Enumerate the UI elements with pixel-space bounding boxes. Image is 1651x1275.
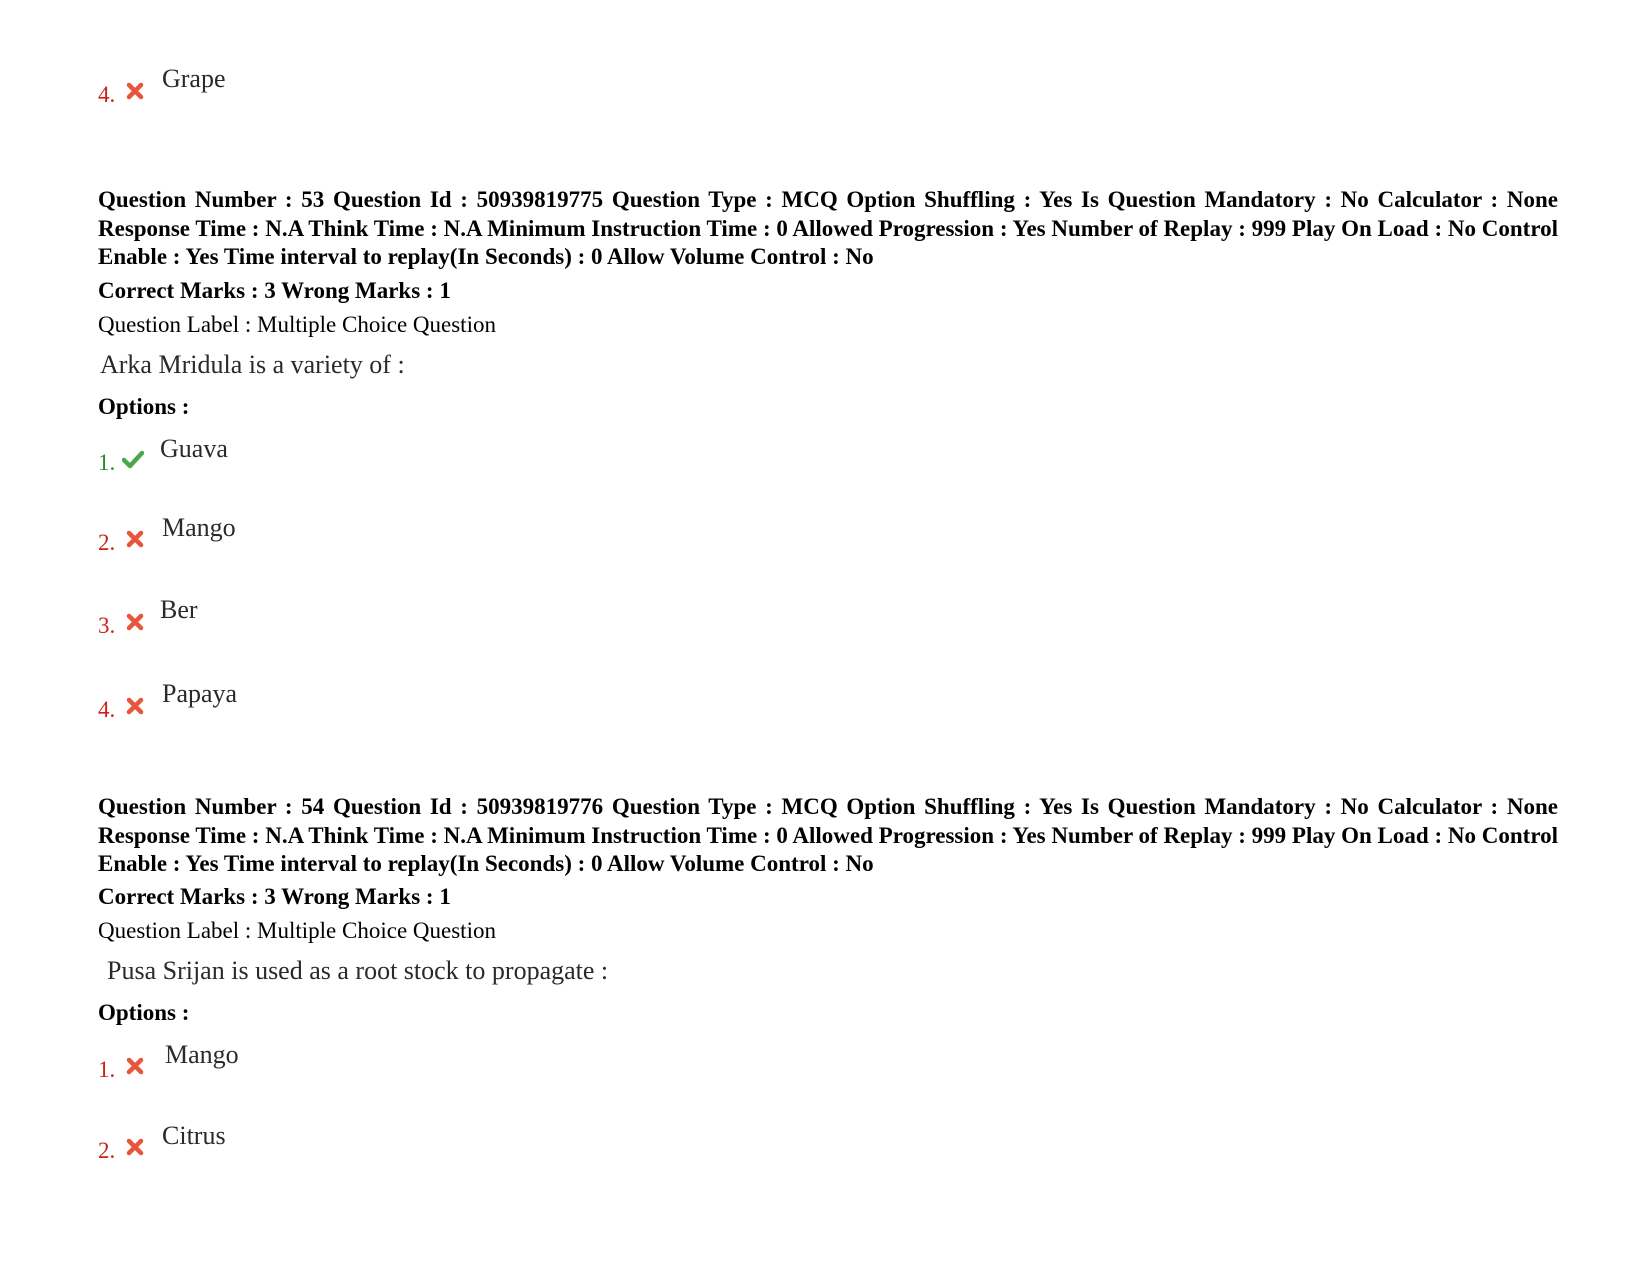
option-number: 2. <box>98 530 116 555</box>
option-text: Papaya <box>162 679 238 708</box>
question-text: Arka Mridula is a variety of : <box>100 350 405 379</box>
option-number: 1. <box>98 450 116 475</box>
cross-icon <box>124 528 146 550</box>
question-label: Question Label : Multiple Choice Question <box>98 918 496 943</box>
cross-icon <box>124 80 146 102</box>
question-label: Question Label : Multiple Choice Question <box>98 312 496 337</box>
option-text: Mango <box>165 1040 239 1069</box>
options-heading: Options : <box>98 1000 190 1025</box>
cross-icon <box>124 611 146 633</box>
check-icon <box>122 448 144 470</box>
option-text: Ber <box>160 595 198 624</box>
question-meta: Question Number : 53 Question Id : 50939819775 Question Type : MCQ Option Shuffling : Yes Is Question Mandatory : No Calculator : None Response Time : N.A Think Time : N.A Minimum Instruction Time : 0 Allowed Progression : Yes Number of Replay : 999 Play On Load : No Control Enable : Yes Time interval to replay(In Seconds) : 0 Allow Volume Control : No <box>98 187 1558 269</box>
option-number: 4. <box>98 82 116 107</box>
option-number: 3. <box>98 613 116 638</box>
option-number: 1. <box>98 1057 116 1082</box>
cross-icon <box>124 1136 146 1158</box>
option-number: 4. <box>98 697 116 722</box>
question-marks: Correct Marks : 3 Wrong Marks : 1 <box>98 278 451 303</box>
question-meta: Question Number : 54 Question Id : 50939819776 Question Type : MCQ Option Shuffling : Yes Is Question Mandatory : No Calculator : None Response Time : N.A Think Time : N.A Minimum Instruction Time : 0 Allowed Progression : Yes Number of Replay : 999 Play On Load : No Control Enable : Yes Time interval to replay(In Seconds) : 0 Allow Volume Control : No <box>98 794 1558 876</box>
option-text: Grape <box>162 64 226 93</box>
option-text: Citrus <box>162 1121 226 1150</box>
option-text: Guava <box>160 434 228 463</box>
cross-icon <box>124 1055 146 1077</box>
option-number: 2. <box>98 1138 116 1163</box>
question-text: Pusa Srijan is used as a root stock to propagate : <box>107 956 609 985</box>
option-text: Mango <box>162 513 236 542</box>
options-heading: Options : <box>98 394 190 419</box>
cross-icon <box>124 695 146 717</box>
question-marks: Correct Marks : 3 Wrong Marks : 1 <box>98 884 451 909</box>
